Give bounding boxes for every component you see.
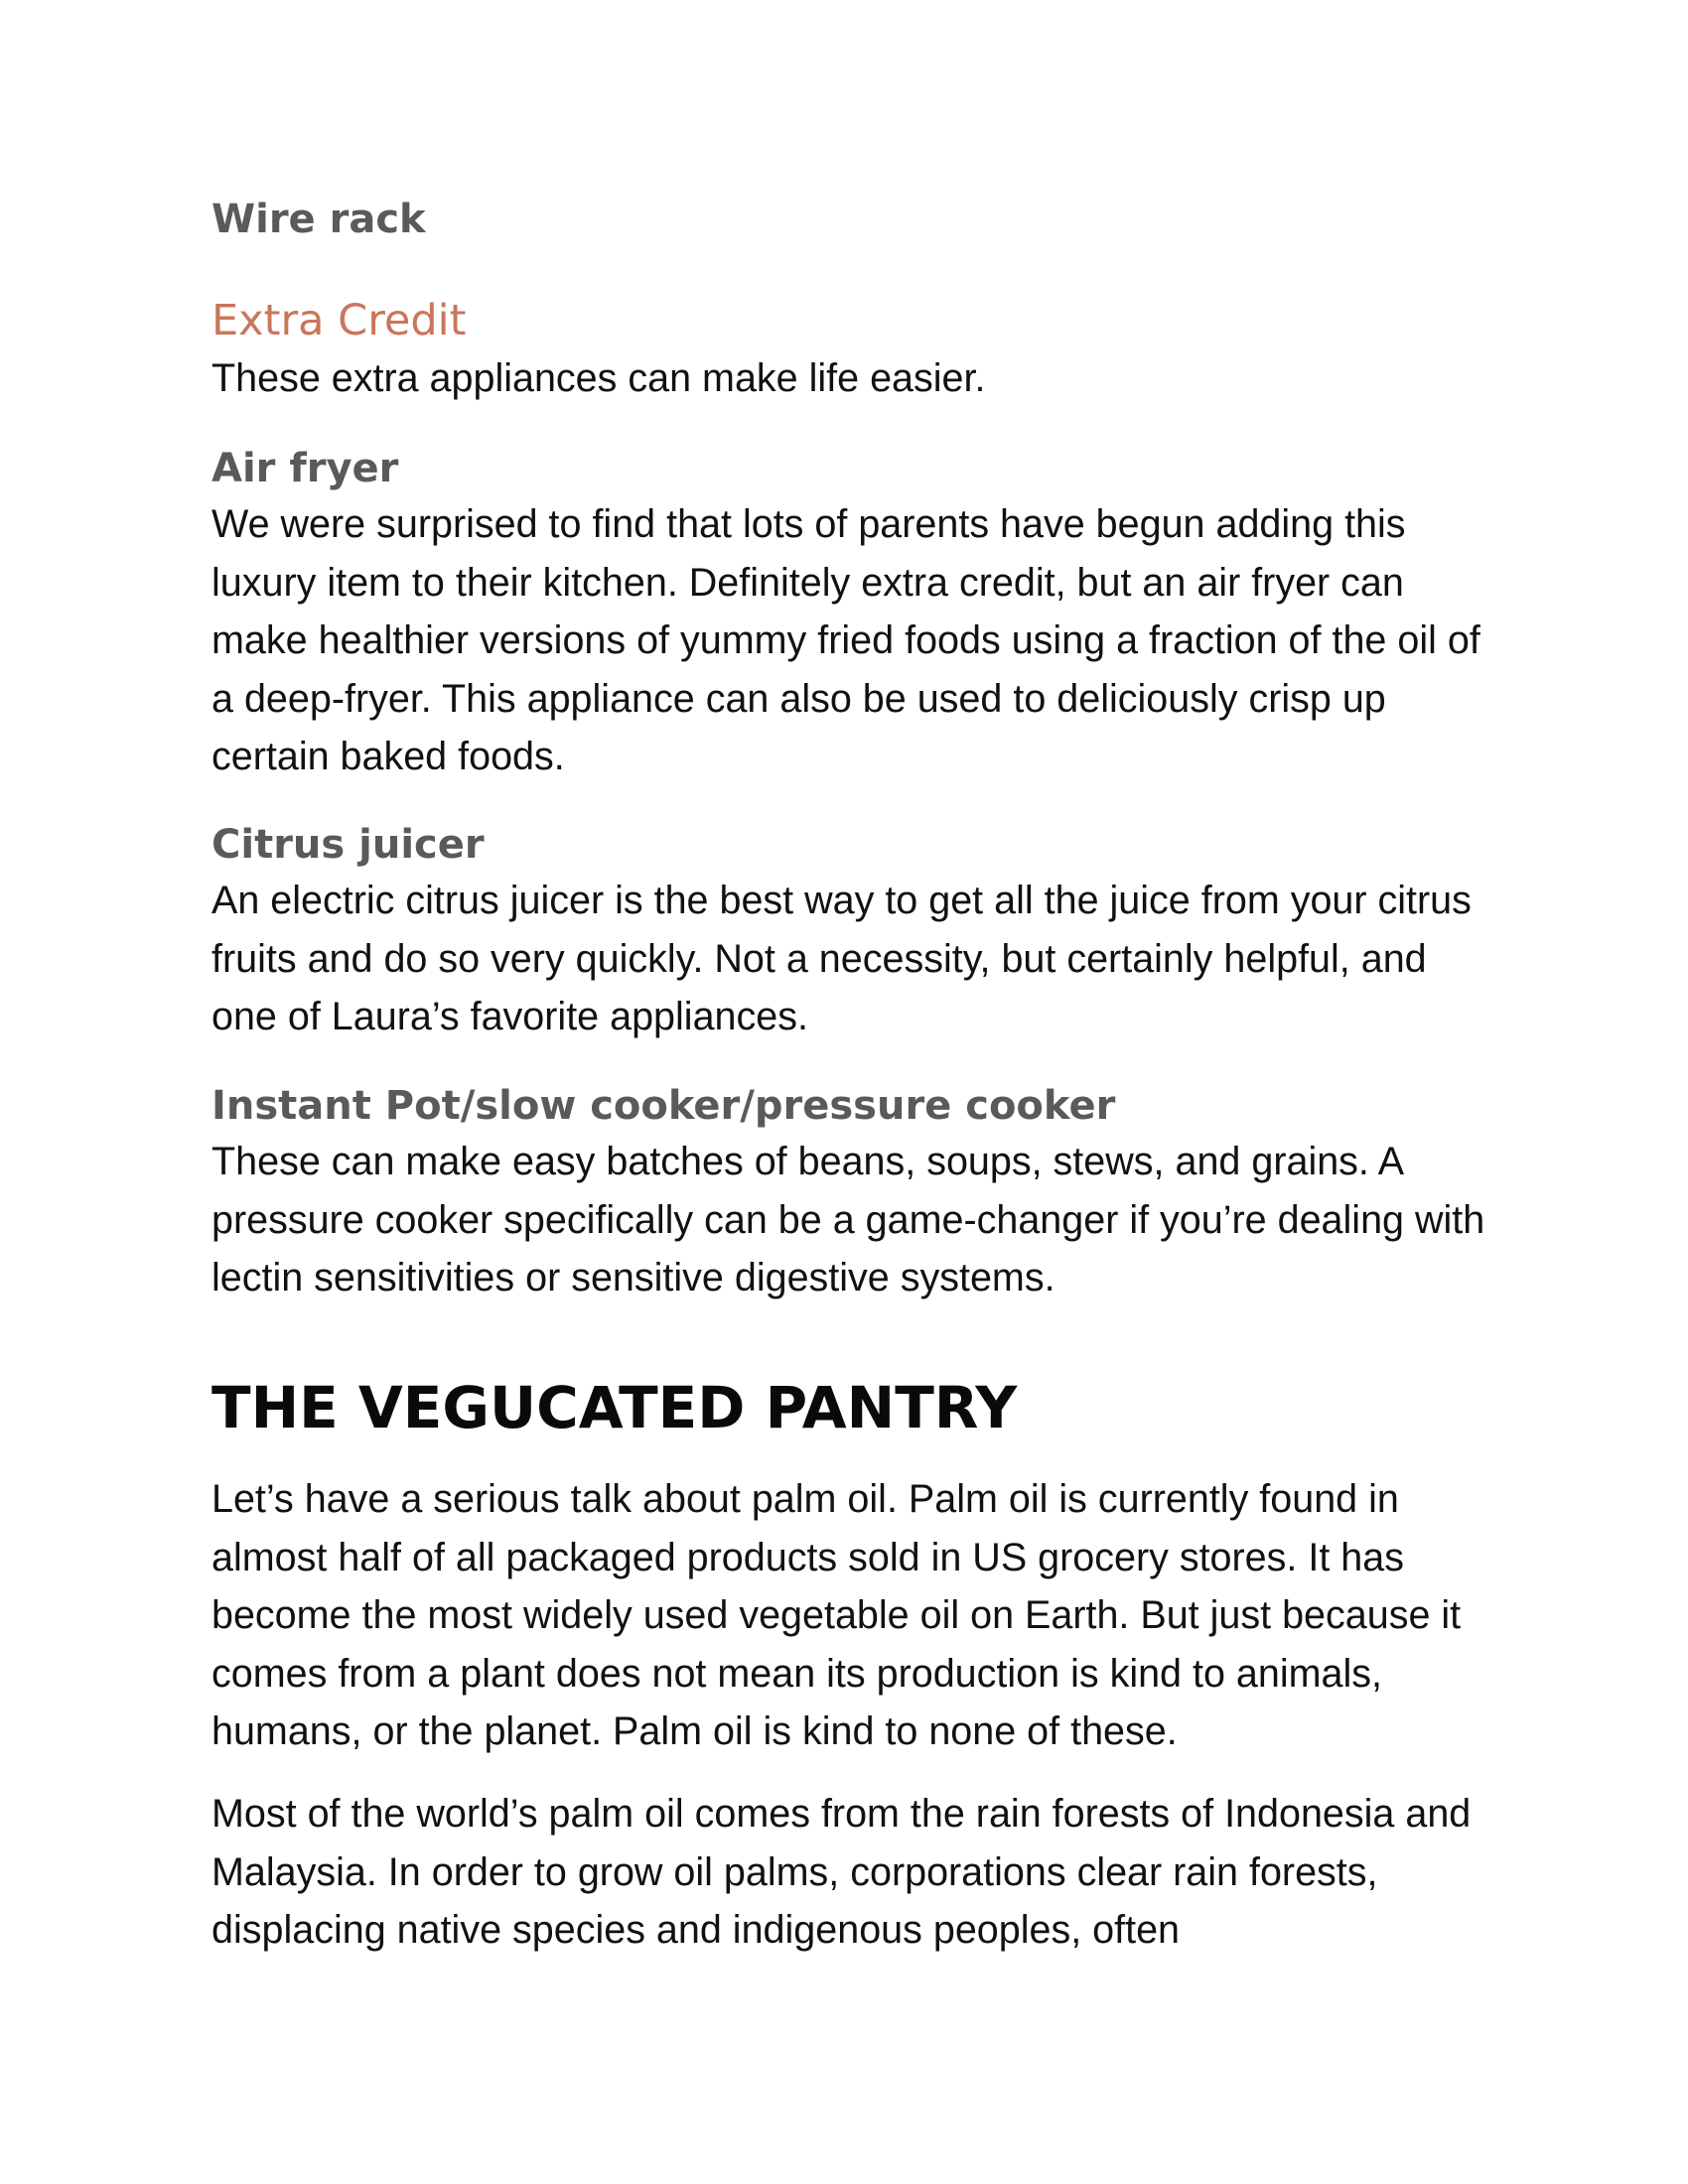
- citrus-juicer-body: An electric citrus juicer is the best way to get all the juice from your citrus fruits and do so very quickly. Not a necessity, but certainly helpful, and one of Laura’s favorite appliances.: [211, 879, 1472, 1038]
- extra-credit-intro: These extra appliances can make life easier.: [211, 356, 986, 400]
- instant-pot-body: These can make easy batches of beans, soups, stews, and grains. A pressure cooker specifically can be a game-changer if you’re dealing with lectin sensitivities or sensitive digestive systems.: [211, 1140, 1485, 1299]
- pantry-title: THE VEGUCATED PANTRY: [211, 1374, 1018, 1441]
- air-fryer-body: We were surprised to find that lots of parents have begun adding this luxury item to their kitchen. Definitely extra credit, but an air fryer can make healthier versions of yummy fried foods using a fraction of the oil of a deep-fryer. This appliance can also be used to deliciously crisp up certain baked foods.: [211, 502, 1480, 778]
- instant-pot-heading: Instant Pot/slow cooker/pressure cooker: [211, 1083, 1116, 1129]
- extra-credit-heading: Extra Credit: [211, 296, 467, 345]
- document-page: [211, 0, 1502, 2184]
- air-fryer-heading: Air fryer: [211, 446, 399, 491]
- pantry-paragraph-1: Let’s have a serious talk about palm oil. Palm oil is currently found in almost half of all packaged products sold in US grocery stores. It has become the most widely used vegetable oil on Earth. But just because it comes from a plant does not mean its production is kind to animals, humans, or the planet. Palm oil is kind to none of these.: [211, 1477, 1462, 1753]
- pantry-paragraph-2: Most of the world’s palm oil comes from the rain forests of Indonesia and Malaysia. In order to grow oil palms, corporations clear rain forests, displacing native species and indigenous peoples, often: [211, 1792, 1472, 1952]
- wire-rack-heading: Wire rack: [211, 197, 426, 242]
- citrus-juicer-heading: Citrus juicer: [211, 822, 485, 868]
